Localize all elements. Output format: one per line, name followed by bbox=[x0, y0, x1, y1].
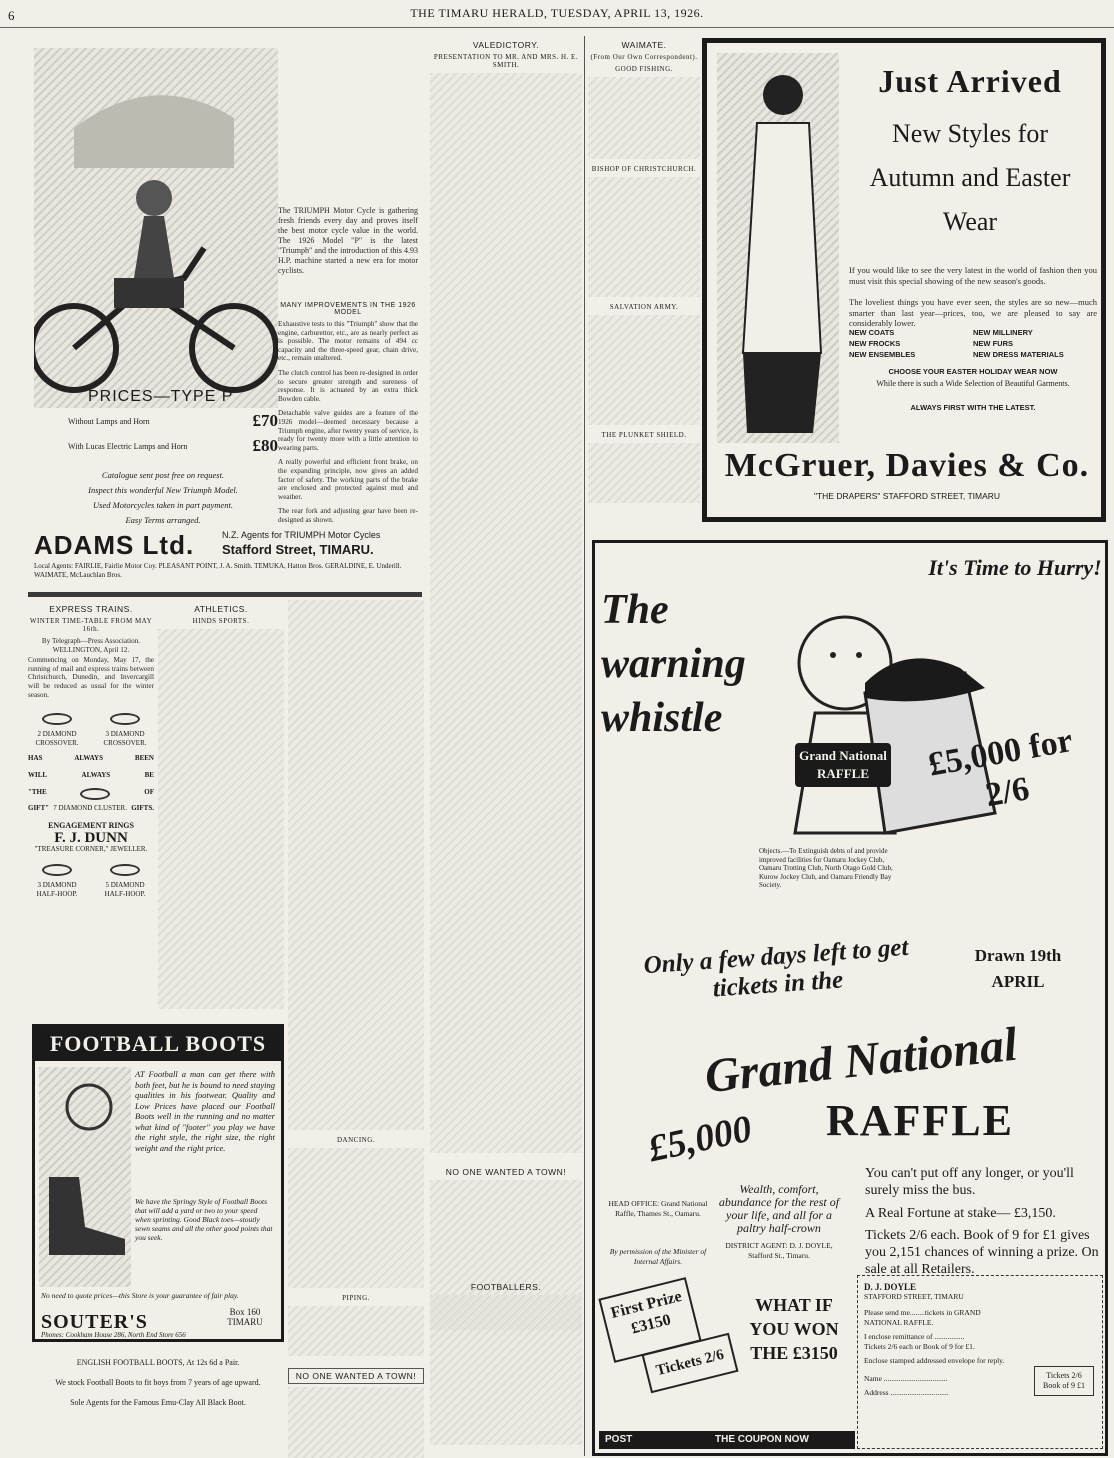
triumph-feature-5: The rear fork and adjusting gear have been re-designed as shown. bbox=[278, 507, 418, 524]
new-item: NEW ENSEMBLES bbox=[849, 350, 916, 359]
football-boots-title: FOOTBALL BOOTS bbox=[35, 1027, 281, 1061]
plunket-head: THE PLUNKET SHIELD. bbox=[601, 431, 687, 439]
athletics-title: ATHLETICS. bbox=[194, 604, 248, 614]
dunn-name: F. J. DUNN bbox=[54, 830, 128, 847]
motorcycle-illustration bbox=[34, 48, 278, 408]
dunn-ad bbox=[28, 707, 154, 899]
wide-selection-line: While there is such a Wide Selection of Beautiful Garments. bbox=[876, 379, 1070, 388]
post-label: POST bbox=[605, 1434, 633, 1445]
tickets-2-6-ticket: Tickets 2/6 bbox=[641, 1333, 738, 1394]
souter-phones: Phones: Cookham House 286, North End Store 656 bbox=[41, 1331, 186, 1339]
ring-caption: 7 DIAMOND CLUSTER. bbox=[53, 804, 127, 813]
adams-agents: N.Z. Agents for TRIUMPH Motor Cycles bbox=[222, 530, 381, 540]
english-boots-line: ENGLISH FOOTBALL BOOTS, At 12s 6d a Pair. bbox=[76, 1358, 240, 1367]
coupon-please-send: Please send me........tickets in GRAND NATIONAL RAFFLE. bbox=[864, 1308, 981, 1327]
piping-head: PIPING. bbox=[342, 1294, 370, 1302]
drawn-19th-april: Drawn 19th APRIL bbox=[974, 946, 1062, 991]
district-agent: DISTRICT AGENT: D. J. DOYLE, Stafford St., Timaru. bbox=[725, 1241, 833, 1260]
waimate-title: WAIMATE. bbox=[621, 40, 667, 50]
boots-illustration bbox=[39, 1067, 131, 1287]
express-subtitle: WINTER TIME-TABLE FROM MAY 16th. bbox=[29, 617, 153, 633]
only-few-days: Only a few days left to get tickets in the bbox=[642, 933, 910, 1003]
triumph-feature-3: Detachable valve guides are a feature of the 1926 model—deemed necessary because a Triumph engine, after twenty years of service, is ready for twenty more with a little attention to wearing parts. bbox=[278, 409, 418, 452]
divider-bar bbox=[28, 592, 422, 597]
dunn-word: ALWAYS bbox=[81, 771, 111, 780]
triumph-feature-1: Exhaustive tests to this "Triumph" show that the engine, carburettor, etc., are as nearly perfect as is possible. The motor remains of 494 cc capacity and the three-speed gear, chain drive, etc., remain unaltered. bbox=[278, 320, 418, 363]
waimate-column bbox=[588, 36, 700, 526]
results-text bbox=[288, 600, 424, 1130]
coupon-name-field[interactable]: Name .................................. bbox=[864, 1374, 948, 1383]
price-row-2 bbox=[68, 436, 278, 455]
newspaper-header bbox=[0, 0, 1114, 28]
new-styles-title: New Styles for bbox=[892, 119, 1048, 148]
raffle-objects: Objects.—To Extinguish debts of and provide improved facilities for Oamaru Jockey Club, Oamaru Trotting Club, North Otago Gold Club, Kurow Jockey Club, and Oamaru Friendly Bay Society. bbox=[759, 847, 893, 889]
price-1-value: £70 bbox=[252, 411, 278, 430]
price-row-1 bbox=[68, 411, 278, 430]
dunn-word: OF bbox=[144, 788, 154, 797]
plunket-text bbox=[588, 443, 700, 503]
post-coupon-bar bbox=[599, 1431, 855, 1449]
raffle-advertisement bbox=[592, 540, 1108, 1456]
no-one-wanted-title: NO ONE WANTED A TOWN! bbox=[445, 1167, 567, 1177]
wear-title: Wear bbox=[942, 207, 998, 236]
masthead-title: THE TIMARU HERALD, TUESDAY, APRIL 13, 1926. bbox=[410, 6, 704, 20]
order-coupon bbox=[857, 1275, 1103, 1449]
bishop-head: BISHOP OF CHRISTCHURCH. bbox=[591, 165, 697, 173]
souter-no-need: No need to quote prices—this Store is your guarantee of fair play. bbox=[41, 1291, 239, 1300]
cant-put-off: You can't put off any longer, or you'll surely miss the bus. bbox=[865, 1166, 1074, 1198]
catalogue-lines bbox=[48, 468, 278, 528]
catalogue-line-3: Used Motorcycles taken in part payment. bbox=[93, 500, 233, 510]
lady-figure-icon bbox=[717, 53, 839, 443]
catalogue-line-4: Easy Terms arranged. bbox=[125, 515, 201, 525]
raffle-5000: £5,000 bbox=[644, 1107, 756, 1171]
dunn-word: ALWAYS bbox=[74, 754, 103, 763]
ring-caption: 5 DIAMOND HALF-HOOP. bbox=[104, 881, 146, 899]
no-one-wanted-title-2: NO ONE WANTED A TOWN! bbox=[288, 1368, 424, 1384]
hat-grand-national: Grand National RAFFLE bbox=[795, 743, 891, 787]
triumph-feature-4: A really powerful and efficient front brake, on the expanding principle, now gives an added factor of safety. The working parts of the brake are enclosed and protected against mud and weather. bbox=[278, 458, 418, 501]
autumn-easter-title: Autumn and Easter bbox=[869, 163, 1071, 192]
express-credit: By Telegraph—Press Association. WELLINGTON, April 12. bbox=[41, 637, 141, 654]
triumph-improvements-title: MANY IMPROVEMENTS IN THE 1926 MODEL bbox=[280, 302, 416, 316]
express-column bbox=[28, 600, 154, 1010]
souters-name: SOUTER'S bbox=[41, 1311, 148, 1333]
dunn-word: BE bbox=[144, 771, 154, 780]
always-first-line: ALWAYS FIRST WITH THE LATEST. bbox=[910, 403, 1036, 412]
express-body: Commencing on Monday, May 17, the running of mail and express trains between Christchurch, Dunedin, and Invercargill will be reduced as usual for the winter season. bbox=[28, 656, 154, 699]
waimate-credit: (From Our Own Correspondent). bbox=[590, 53, 698, 61]
head-office: HEAD OFFICE: Grand National Raffle, Thames St., Oamaru. bbox=[608, 1199, 708, 1218]
triumph-advertisement bbox=[28, 36, 422, 588]
price-1-label: Without Lamps and Horn bbox=[68, 417, 150, 426]
piping-text bbox=[288, 1306, 424, 1356]
stock-boots-line: We stock Football Boots to fit boys from 7 years of age upward. bbox=[55, 1378, 261, 1387]
raffle-5000-for-2-6: £5,000 for 2/6 bbox=[925, 721, 1076, 815]
catalogue-line-1: Catalogue sent post free on request. bbox=[101, 470, 225, 480]
athletics-results-continued bbox=[288, 600, 424, 1458]
salvation-head: SALVATION ARMY. bbox=[609, 303, 679, 311]
triumph-features bbox=[278, 320, 418, 524]
dunn-word: GIFTS. bbox=[131, 804, 154, 813]
price-2-label: With Lucas Electric Lamps and Horn bbox=[68, 442, 188, 451]
football-boot-icon bbox=[39, 1067, 131, 1287]
fishing-text bbox=[588, 77, 700, 159]
express-trains-title: EXPRESS TRAINS. bbox=[49, 604, 133, 614]
good-fishing-head: GOOD FISHING. bbox=[615, 65, 673, 73]
grand-national-title: Grand National bbox=[702, 1017, 1020, 1104]
athletics-subtitle: HINDS SPORTS. bbox=[192, 617, 250, 625]
tickets-text: Tickets 2/6 each. Book of 9 for £1 gives you 2,151 chances of winning a prize. On sale at all Retailers. bbox=[865, 1228, 1099, 1277]
dunn-word: HAS bbox=[28, 754, 43, 763]
new-item: NEW FURS bbox=[973, 339, 1013, 348]
athletics-results-text bbox=[158, 629, 284, 1009]
mcgruer-advertisement bbox=[702, 38, 1106, 522]
treasure-corner: "TREASURE CORNER," JEWELLER. bbox=[34, 845, 148, 854]
raffle-word: RAFFLE bbox=[826, 1096, 1014, 1145]
athletics-column bbox=[158, 600, 284, 1018]
ring-caption: 3 DIAMOND CROSSOVER. bbox=[103, 730, 147, 748]
dunn-word: BEEN bbox=[134, 754, 154, 763]
coupon-enclose: I enclose remittance of ................ bbox=[864, 1332, 965, 1341]
souter-box: Box 160 TIMARU bbox=[227, 1307, 263, 1327]
dunn-word: GIFT" bbox=[28, 804, 49, 813]
local-agents: Local Agents: FAIRLIE, Fairlie Motor Coy. PLEASANT POINT, J. A. Smith. TEMUKA, Hatton Bros. GERALDINE, E. Underill. WAIMATE, McLauchlan Bros. bbox=[34, 562, 402, 579]
catalogue-line-2: Inspect this wonderful New Triumph Model. bbox=[88, 485, 238, 495]
triumph-intro: The TRIUMPH Motor Cycle is gathering fresh friends every day and proves itself the best motor cycle value in the world. The 1926 Model "P" is the latest "Triumph" and the introduction of this 4.93 H.P. machine started a new era for motor cyclists. bbox=[278, 206, 418, 275]
mcgruer-address: "THE DRAPERS" STAFFORD STREET, TIMARU bbox=[813, 491, 1001, 501]
coupon-address-field[interactable]: Address ............................... bbox=[864, 1388, 949, 1397]
first-prize-ticket: First Prize £3150 bbox=[598, 1277, 701, 1363]
coupon-doyle: D. J. DOYLE bbox=[864, 1282, 917, 1292]
choose-easter-line: CHOOSE YOUR EASTER HOLIDAY WEAR NOW bbox=[888, 367, 1058, 376]
souter-body-2: We have the Springy Style of Football Boots that will add a yard or two to your speed when sprinting. Good Black toes—stoutly sewn seams and all the other good points that you seek. bbox=[135, 1197, 273, 1242]
footballers-column bbox=[430, 1278, 582, 1458]
new-item: NEW MILLINERY bbox=[973, 328, 1033, 337]
just-arrived-title: Just Arrived bbox=[878, 63, 1062, 99]
town-story-text bbox=[288, 1387, 424, 1458]
coupon-doyle-address: STAFFORD STREET, TIMARU bbox=[864, 1292, 964, 1301]
motorcycle-icon bbox=[34, 48, 278, 408]
adams-logo: ADAMS Ltd. bbox=[34, 530, 195, 560]
prices-title: PRICES—TYPE P bbox=[88, 388, 234, 405]
new-item: NEW COATS bbox=[849, 328, 895, 337]
time-to-hurry: It's Time to Hurry! bbox=[928, 555, 1102, 580]
mcgruer-para-2: The loveliest things you have ever seen, the styles are so new—much smarter than last year—prices, too, we are pleased to say are considerably lower. bbox=[849, 297, 1097, 328]
permission: By permission of the Minister of Internal Affairs. bbox=[609, 1247, 707, 1266]
dunn-word: WILL bbox=[28, 771, 48, 780]
real-fortune: A Real Fortune at stake— £3,150. bbox=[865, 1206, 1056, 1221]
valedictory-body-text bbox=[430, 73, 582, 1153]
wealth-comfort: Wealth, comfort, abundance for the rest of your life, and all for a paltry half-crown bbox=[718, 1182, 840, 1235]
boy-ticket-box: Tickets 2/6 Book of 9 £1 bbox=[1034, 1366, 1094, 1396]
ring-caption: 2 DIAMOND CROSSOVER. bbox=[35, 730, 79, 748]
new-items-grid bbox=[849, 327, 1097, 360]
salvation-text bbox=[588, 315, 700, 425]
footballers-title: FOOTBALLERS. bbox=[470, 1282, 542, 1292]
dancing-text bbox=[288, 1148, 424, 1288]
adams-street: Stafford Street, TIMARU. bbox=[222, 542, 374, 557]
dunn-word: "THE bbox=[28, 788, 47, 797]
coupon-ticket-price: Tickets 2/6 each or Book of 9 for £1. bbox=[864, 1342, 975, 1351]
mcgruer-para-1: If you would like to see the very latest in the world of fashion then you must visit this special showing of the new season's goods. bbox=[849, 265, 1097, 286]
ring-icon bbox=[80, 788, 110, 800]
valedictory-subtitle: PRESENTATION TO MR. AND MRS. H. E. SMITH. bbox=[433, 53, 579, 69]
bishop-text bbox=[588, 177, 700, 297]
fashion-figure-illustration bbox=[717, 53, 839, 443]
ring-icon bbox=[42, 864, 72, 876]
coupon-stamp: Enclose stamped addressed envelope for reply. bbox=[864, 1356, 1005, 1365]
footballers-text bbox=[430, 1295, 582, 1445]
souter-advertisement bbox=[32, 1024, 284, 1342]
ring-icon bbox=[110, 864, 140, 876]
new-item: NEW FROCKS bbox=[849, 339, 901, 348]
valedictory-title: VALEDICTORY. bbox=[472, 40, 540, 50]
what-if-you-won: WHAT IF YOU WON THE £3150 bbox=[749, 1295, 839, 1363]
ring-icon bbox=[110, 713, 140, 725]
new-item: NEW DRESS MATERIALS bbox=[973, 350, 1064, 359]
price-2-value: £80 bbox=[252, 436, 278, 455]
sole-agents-line: Sole Agents for the Famous Emu-Clay All Black Boot. bbox=[70, 1398, 246, 1407]
valedictory-column bbox=[430, 36, 582, 1456]
souter-body: AT Football a man can get there with both feet, but he is bound to need staying qualities in his footwear. Quality and Low Prices have placed our Football Boots well in the running and no matter what kind of "footer" you play we have the right style, the right size, the right weight and the right price. bbox=[135, 1069, 275, 1153]
dancing-head: DANCING. bbox=[336, 1136, 376, 1144]
mcgruer-name: McGruer, Davies & Co. bbox=[724, 447, 1090, 484]
engagement-rings: ENGAGEMENT RINGS bbox=[48, 821, 134, 831]
warning-whistle-title: The warning whistle bbox=[601, 587, 746, 741]
triumph-feature-2: The clutch control has been re-designed in order to secure greater strength and sureness of response. It is actuated by an extra thick Bowden cable. bbox=[278, 368, 418, 403]
ring-icon bbox=[42, 713, 72, 725]
coupon-label: THE COUPON NOW bbox=[715, 1434, 809, 1445]
column-rule bbox=[584, 36, 585, 1456]
ring-caption: 3 DIAMOND HALF-HOOP. bbox=[36, 881, 78, 899]
page-number: 6 bbox=[8, 8, 15, 23]
